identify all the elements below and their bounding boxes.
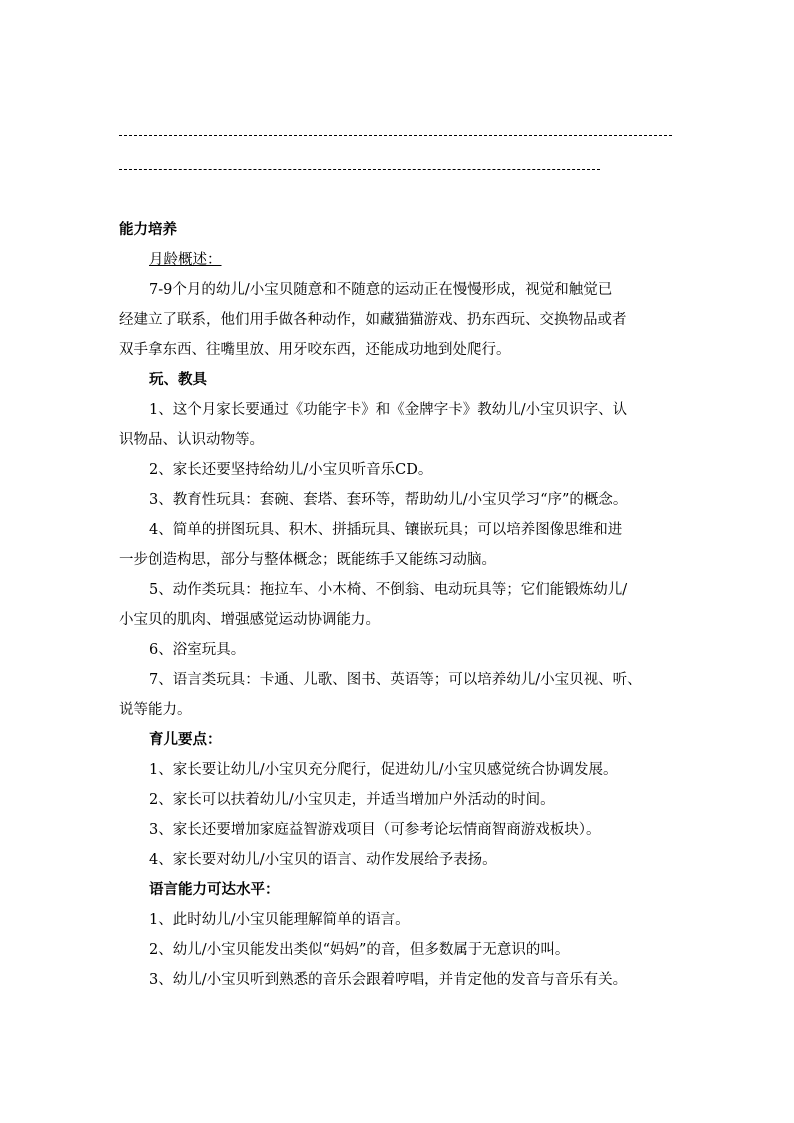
age-overview-line: 7-9个月的幼儿/小宝贝随意和不随意的运动正在慢慢形成，视觉和触觉已 <box>149 282 613 298</box>
parenting-item: 3、家长还要增加家庭益智游戏项目（可参考论坛情商智商游戏板块）。 <box>149 822 601 838</box>
document-body <box>119 215 694 995</box>
toys-item: 7、语言类玩具：卡通、儿歌、图书、英语等；可以培养幼儿/小宝贝视、听、 <box>149 672 642 688</box>
parenting-item: 4、家长要对幼儿/小宝贝的语言、动作发展给予表扬。 <box>149 852 497 868</box>
toys-item: 5、动作类玩具：拖拉车、小木椅、不倒翁、电动玩具等；它们能锻炼幼儿/ <box>149 582 628 598</box>
parenting-item: 2、家长可以扶着幼儿/小宝贝走，并适当增加户外活动的时间。 <box>149 792 555 808</box>
language-item: 3、幼儿/小宝贝听到熟悉的音乐会跟着哼唱，并肯定他的发音与音乐有关。 <box>149 972 628 988</box>
language-item: 2、幼儿/小宝贝能发出类似“妈妈”的音，但多数属于无意识的叫。 <box>149 942 570 958</box>
age-overview-line: 经建立了联系，他们用手做各种动作，如藏猫猫游戏、扔东西玩、交换物品或者 <box>119 312 627 328</box>
dashed-rule-second <box>119 169 600 170</box>
age-overview-label: 月龄概述： <box>149 252 222 268</box>
toys-item-continued: 识物品、认识动物等。 <box>119 432 264 448</box>
toys-item: 2、家长还要坚持给幼儿/小宝贝听音乐CD。 <box>149 462 433 478</box>
language-item: 1、此时幼儿/小宝贝能理解简单的语言。 <box>149 912 410 928</box>
section-title: 能力培养 <box>119 221 177 238</box>
toys-item-continued: 小宝贝的肌肉、增强感觉运动协调能力。 <box>119 612 380 628</box>
toys-item: 4、简单的拼图玩具、积木、拼插玩具、镶嵌玩具；可以培养图像思维和进 <box>149 522 623 538</box>
dashed-rule-top <box>119 135 672 136</box>
toys-item-continued: 一步创造构思，部分与整体概念；既能练手又能练习动脑。 <box>119 552 496 568</box>
language-heading: 语言能力可达水平： <box>149 881 280 898</box>
toys-item: 6、浴室玩具。 <box>149 642 246 658</box>
age-overview-line: 双手拿东西、往嘴里放、用牙咬东西，还能成功地到处爬行。 <box>119 342 511 358</box>
toys-item: 1、这个月家长要通过《功能字卡》和《金牌字卡》教幼儿/小宝贝识字、认 <box>149 402 628 418</box>
toys-item: 3、教育性玩具：套碗、套塔、套环等，帮助幼儿/小宝贝学习“序”的概念。 <box>149 492 628 508</box>
toys-heading: 玩、教具 <box>149 371 207 388</box>
parenting-item: 1、家长要让幼儿/小宝贝充分爬行，促进幼儿/小宝贝感觉统合协调发展。 <box>149 762 618 778</box>
toys-item-continued: 说等能力。 <box>119 702 192 718</box>
parenting-heading: 育儿要点： <box>149 731 222 748</box>
